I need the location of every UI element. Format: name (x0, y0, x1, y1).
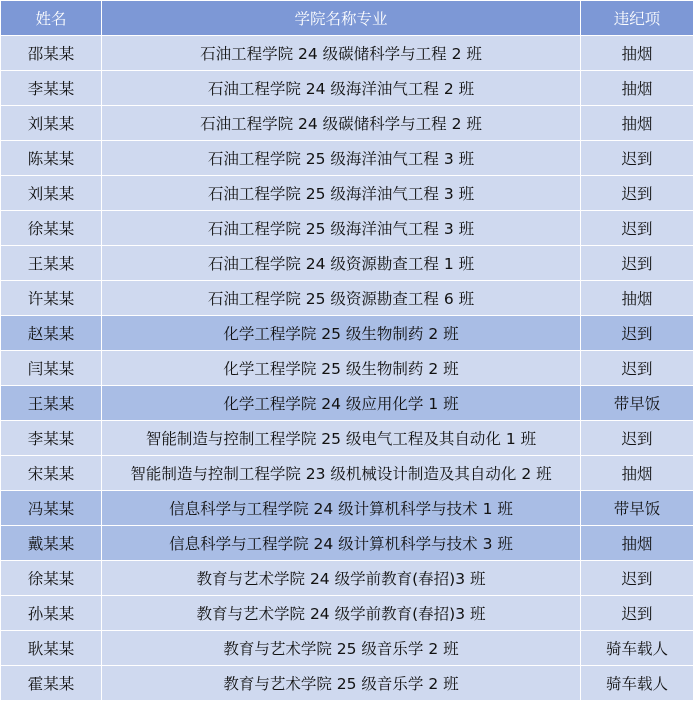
name-cell: 冯某某 (1, 491, 102, 526)
violation-cell: 抽烟 (581, 106, 693, 141)
name-cell: 许某某 (1, 281, 102, 316)
violation-cell: 迟到 (581, 141, 693, 176)
table-row (1, 526, 693, 561)
table-row (1, 176, 693, 211)
table-row (1, 141, 693, 176)
violation-cell: 迟到 (581, 176, 693, 211)
college-major-cell: 教育与艺术学院 25 级音乐学 2 班 (102, 666, 581, 701)
table-row (1, 561, 693, 596)
table-header (1, 1, 693, 36)
name-cell: 王某某 (1, 246, 102, 281)
table-row (1, 491, 693, 526)
table-row (1, 456, 693, 491)
table-row (1, 71, 693, 106)
name-cell: 李某某 (1, 421, 102, 456)
college-major-cell: 石油工程学院 24 级碳储科学与工程 2 班 (102, 36, 581, 71)
college-major-cell: 石油工程学院 25 级海洋油气工程 3 班 (102, 141, 581, 176)
violation-cell: 迟到 (581, 421, 693, 456)
table-row (1, 631, 693, 666)
name-cell: 戴某某 (1, 526, 102, 561)
header-violation: 违纪项 (581, 1, 693, 36)
violation-cell: 迟到 (581, 316, 693, 351)
violation-cell: 骑车载人 (581, 631, 693, 666)
violation-cell: 抽烟 (581, 526, 693, 561)
header-college-major: 学院名称专业 (102, 1, 581, 36)
violation-cell: 迟到 (581, 561, 693, 596)
college-major-cell: 化学工程学院 24 级应用化学 1 班 (102, 386, 581, 421)
college-major-cell: 教育与艺术学院 24 级学前教育(春招)3 班 (102, 561, 581, 596)
name-cell: 孙某某 (1, 596, 102, 631)
table-row (1, 316, 693, 351)
violation-cell: 抽烟 (581, 456, 693, 491)
violation-cell: 抽烟 (581, 71, 693, 106)
name-cell: 霍某某 (1, 666, 102, 701)
name-cell: 邵某某 (1, 36, 102, 71)
name-cell: 赵某某 (1, 316, 102, 351)
violation-cell: 抽烟 (581, 36, 693, 71)
college-major-cell: 化学工程学院 25 级生物制药 2 班 (102, 316, 581, 351)
college-major-cell: 石油工程学院 25 级海洋油气工程 3 班 (102, 211, 581, 246)
college-major-cell: 化学工程学院 25 级生物制药 2 班 (102, 351, 581, 386)
table-body (1, 36, 693, 701)
college-major-cell: 信息科学与工程学院 24 级计算机科学与技术 1 班 (102, 491, 581, 526)
table-row (1, 596, 693, 631)
violation-cell: 迟到 (581, 211, 693, 246)
name-cell: 宋某某 (1, 456, 102, 491)
violation-cell: 骑车载人 (581, 666, 693, 701)
table-row (1, 246, 693, 281)
violation-cell: 迟到 (581, 351, 693, 386)
name-cell: 徐某某 (1, 211, 102, 246)
college-major-cell: 智能制造与控制工程学院 23 级机械设计制造及其自动化 2 班 (102, 456, 581, 491)
violation-cell: 带早饭 (581, 491, 693, 526)
header-row (1, 1, 693, 36)
table-row (1, 281, 693, 316)
violation-cell: 迟到 (581, 596, 693, 631)
college-major-cell: 石油工程学院 25 级资源勘查工程 6 班 (102, 281, 581, 316)
name-cell: 耿某某 (1, 631, 102, 666)
college-major-cell: 智能制造与控制工程学院 25 级电气工程及其自动化 1 班 (102, 421, 581, 456)
name-cell: 刘某某 (1, 106, 102, 141)
college-major-cell: 石油工程学院 24 级海洋油气工程 2 班 (102, 71, 581, 106)
name-cell: 李某某 (1, 71, 102, 106)
name-cell: 刘某某 (1, 176, 102, 211)
table-row (1, 36, 693, 71)
college-major-cell: 教育与艺术学院 24 级学前教育(春招)3 班 (102, 596, 581, 631)
name-cell: 陈某某 (1, 141, 102, 176)
table-row (1, 351, 693, 386)
name-cell: 闫某某 (1, 351, 102, 386)
college-major-cell: 教育与艺术学院 25 级音乐学 2 班 (102, 631, 581, 666)
table-row (1, 386, 693, 421)
table-row (1, 666, 693, 701)
name-cell: 徐某某 (1, 561, 102, 596)
college-major-cell: 石油工程学院 24 级资源勘查工程 1 班 (102, 246, 581, 281)
table-row (1, 211, 693, 246)
violation-cell: 抽烟 (581, 281, 693, 316)
college-major-cell: 信息科学与工程学院 24 级计算机科学与技术 3 班 (102, 526, 581, 561)
college-major-cell: 石油工程学院 24 级碳储科学与工程 2 班 (102, 106, 581, 141)
header-name: 姓名 (1, 1, 102, 36)
table-row (1, 106, 693, 141)
college-major-cell: 石油工程学院 25 级海洋油气工程 3 班 (102, 176, 581, 211)
table-row (1, 421, 693, 456)
name-cell: 王某某 (1, 386, 102, 421)
violation-cell: 带早饭 (581, 386, 693, 421)
violation-cell: 迟到 (581, 246, 693, 281)
